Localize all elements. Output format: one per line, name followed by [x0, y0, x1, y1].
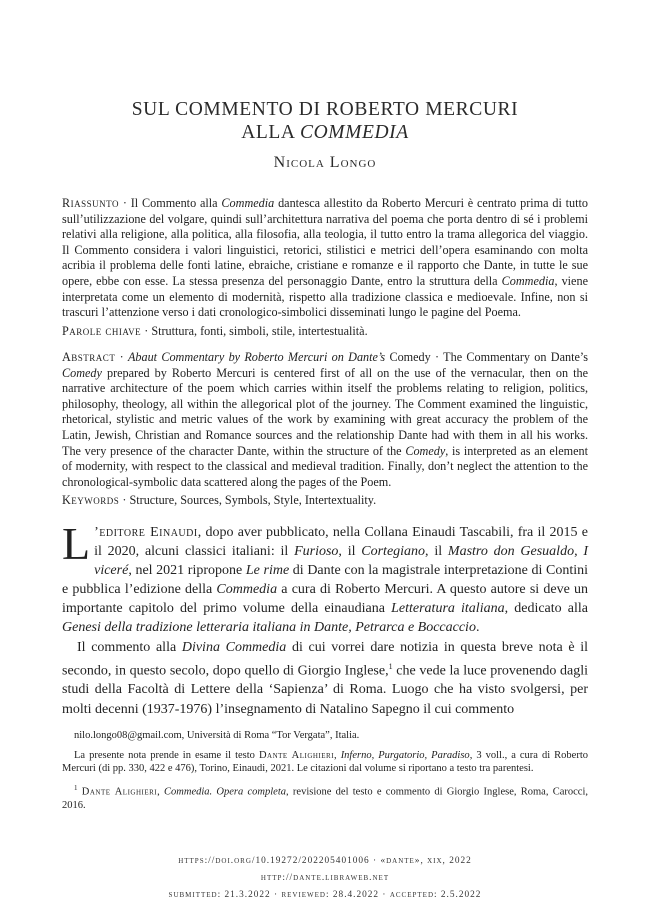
title-line-2-prefix: ALLA — [241, 122, 300, 143]
body-p1-smallcaps: ’editore Einaudi — [94, 525, 198, 540]
body-p1-b: , il — [338, 544, 362, 560]
edition-note-b: , 3 voll., a cura di Roberto Mercuri (di pp. 330, 422 e 476), Torino, Einaudi, 2021. Le citazioni dal volume si riportano a testo tra parentesi. — [62, 749, 588, 775]
body-p1-f: di Dante con la magistrale interpretazione di Contini e pubblica l’edizione della — [62, 563, 589, 598]
body-section — [62, 518, 589, 719]
footnote-ref-1[interactable]: 1 — [388, 661, 393, 671]
abstract-title-italic: Abaut Commentary by Roberto Mercuri on Dante’s — [127, 350, 386, 364]
footnote-1-sep: , — [157, 786, 165, 798]
footnote-1-rest: , revisione del testo e commento di Giorgio Inglese, Roma, Carocci, 2016. — [62, 786, 589, 811]
riassunto-section — [62, 196, 588, 339]
abstract-label: Abstract — [62, 350, 116, 364]
riassunto-paragraph — [62, 196, 588, 321]
article-title — [0, 98, 650, 144]
body-p1-furioso: Furioso — [294, 544, 339, 560]
abstract-text-c: , is interpreted as an element of modernity, with respect to the classical and medieval tradition. Finally, don’t neglect the attention to the chronological-symbolic data scattered along the pages of the Poem. — [62, 443, 588, 489]
riassunto-text-a-italic: Commedia — [221, 196, 275, 210]
riassunto-label: Riassunto — [62, 196, 119, 210]
body-p1-commedia: Commedia — [216, 582, 278, 598]
edition-note-title: Inferno, Purgatorio, Paradiso — [340, 749, 470, 761]
edition-note-author: Dante Alighieri — [258, 749, 335, 761]
title-line-1: SUL COMMENTO DI ROBERTO MERCURI — [131, 99, 519, 120]
body-p1-d: , — [574, 544, 584, 560]
body-p2-divina: Divina Commedia — [181, 639, 287, 655]
abstract-sep-2: · — [430, 350, 444, 364]
parole-chiave-paragraph — [62, 324, 588, 340]
author-name: Nicola Longo — [273, 154, 377, 171]
body-p1-a: , dopo aver pubblicato, nella Collana Einaudi Tascabili, fra il 2015 e il 2020, alcuni classici italiani: il — [94, 525, 588, 560]
body-p2-a: Il commento alla — [77, 639, 182, 655]
keywords-text: Structure, Sources, Symbols, Style, Intertextuality. — [129, 493, 377, 508]
body-p1-vicere: I viceré — [94, 544, 589, 579]
keywords-label: Keywords — [62, 493, 120, 508]
body-p2-c: che vede la luce provenendo dagli studi della Facoltà di Lettere della ‘Sapienza’ di Roma. Luogo che ha visto svolgersi, per molti decenni (1937-1976) l’insegnamento di Natalino Sapegno il cui commento — [62, 663, 588, 717]
body-p1-e: , nel 2021 ripropone — [128, 563, 246, 579]
body-p1-genesi: Genesi della tradizione letteraria italiana in Dante, Petrarca e Boccaccio — [62, 620, 476, 636]
riassunto-text-a: Il Commento alla — [130, 196, 222, 210]
body-p1-h: , dedicato alla — [504, 601, 588, 617]
abstract-paragraph — [62, 350, 588, 490]
body-p1-letteratura: Letteratura italiana — [391, 601, 505, 617]
abstract-text-a-italic: Comedy — [62, 365, 102, 380]
riassunto-sep: · — [118, 196, 131, 210]
body-p1-rime: Le rime — [245, 563, 290, 579]
title-line-2 — [0, 121, 650, 144]
body-p1-g: a cura di Roberto Mercuri. A questo autore si deve un importante capitolo del primo volume della einaudiana — [62, 582, 589, 617]
body-p1-mastro: Mastro don Gesualdo — [447, 544, 575, 560]
footnote-1-number: 1 — [74, 783, 78, 792]
footer-dates: submitted: 21.3.2022 · reviewed: 28.4.2022 · accepted: 2.5.2022 — [168, 890, 482, 900]
parole-chiave-text: Struttura, fonti, simboli, stile, intertestualità. — [151, 323, 368, 338]
body-p1-cortegiano: Cortegiano — [361, 544, 426, 560]
body-paragraph-2 — [62, 638, 588, 719]
footnotes-section — [62, 729, 588, 818]
riassunto-text-b-italic: Commedia — [501, 273, 555, 288]
abstract-title-rest: Comedy — [385, 350, 431, 364]
body-p2-b: di cui vorrei dare notizia in questa breve nota è il secondo, in questo secolo, dopo quello di Giorgio Inglese, — [62, 639, 589, 679]
footer-doi[interactable]: https://doi.org/10.19272/202205401006 · «dante», xix, 2022 — [178, 856, 472, 866]
parole-chiave-label: Parole chiave — [62, 323, 142, 338]
parole-chiave-sep: · — [141, 323, 152, 338]
edition-note-a: La presente nota prende in esame il testo — [74, 749, 259, 761]
footnote-1 — [62, 782, 588, 813]
footnote-1-author: Dante Alighieri — [81, 786, 158, 798]
abstract-text-a: The Commentary on Dante’s — [443, 350, 588, 364]
author-email-note: nilo.longo08@gmail.com, Università di Roma “Tor Vergata”, Italia. — [74, 730, 360, 741]
title-line-2-italic: COMMEDIA — [300, 122, 409, 143]
body-p1-i: . — [475, 620, 480, 636]
abstract-sep: · — [115, 350, 128, 364]
keywords-paragraph — [62, 493, 588, 509]
edition-note-sep: , — [334, 749, 341, 761]
edition-note — [62, 749, 588, 776]
abstract-text-b: prepared by Roberto Mercuri is centered first of all on the use of the vernacular, then on the narrative architecture of the poem which carries within itself the problems relating to religion, politics, philosophy, theology, all within the allegorical plot of the journey. The Comment examined the linguistic, rhetorical, stylistic and metric values of the work by examining with great accuracy the problem of the Latin, Jewish, Christian and Romance sources and the relationship Dante had with them in all his works. The very presence of the character Dante, within the structure of the — [62, 365, 588, 458]
keywords-sep: · — [119, 493, 130, 508]
footnote-1-title: Commedia. Opera completa — [164, 786, 287, 798]
footer-url[interactable]: http://dante.libraweb.net — [260, 873, 390, 883]
abstract-text-b-italic: Comedy — [405, 443, 446, 458]
body-paragraph-1 — [62, 518, 589, 638]
drop-cap: L — [62, 518, 91, 569]
abstract-section — [62, 350, 588, 509]
body-p1-c: , il — [425, 544, 448, 560]
riassunto-text-c: , viene interpretata come un elemento di modernità, rispetto alla tradizione classica e medioevale. Infine, non si trascuri l’attenzione verso i dati cronologico-simbolici disseminati lungo le pagine del Poema. — [62, 273, 588, 320]
riassunto-text-b: dantesca allestito da Roberto Mercuri è centrato prima di tutto sull’utilizzazione del volgare, quindi sull’architettura narrativa del poema che porta dentro di sé i problemi relativi alla religione, alla politica, alla filosofia, alla teologia, il tutto entro la trama allegorica del viaggio. Il Commento considera i valori linguistici, retorici, stilistici e metrici dell’opera esaminando con molta acribia il problema delle fonti latine, ebraiche, cristiane e romanze e il rapporto che Dante, in tutte le sue opere, ebbe con esse. La stessa presenza del personaggio Dante, entro la struttura della — [62, 196, 589, 288]
